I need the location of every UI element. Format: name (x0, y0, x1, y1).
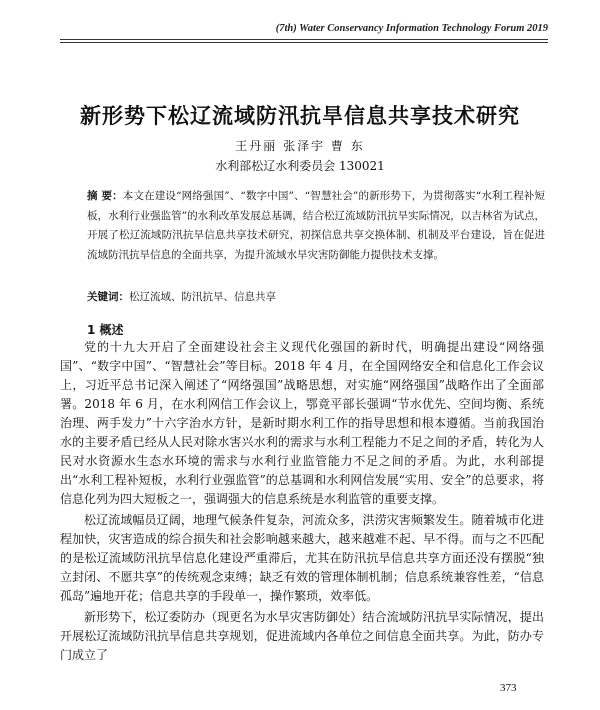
paper-affiliation: 水利部松辽水利委员会 130021 (215, 159, 385, 173)
keywords-text: 松辽流域、防汛抗旱、信息共享 (129, 291, 276, 303)
body-text (60, 338, 544, 667)
header-rule (60, 39, 548, 40)
body-paragraph: 党的十九大开启了全面建设社会主义现代化强国的新时代，明确提出建设“网络强国”、“数字中国”、“智慧社会”等目标。2018 年 4 月，在全国网络安全和信息化工作会议上，习近平总书记深入阐述了“网络强国”战略思想，对实施“网络强国”战略作出了全面部署。2018 年 6 月，在水利网信工作会议上，鄂竟平部长强调“节水优先、空间均衡、系统治理、两手发力”十六字治水方针，是新时期水利工作的指导思想和根本遵循。当前我国治水的主要矛盾已经从人民对除水害兴水利的需求与水利工程能力不足之间的矛盾，转化为人民对水资源水生态水环境的需求与水利行业监管能力不足之间的矛盾。为此，水利部提出“水利工程补短板，水利行业强监管”的总基调和水利网信发展“实用、安全”的总要求，将信息化列为四大短板之一，强调强大的信息系统是水利监管的重要支撑。 (60, 340, 544, 506)
paper-title: 新形势下松辽流域防汛抗旱信息共享技术研究 (80, 103, 520, 128)
abstract-text: 本文在建设“网络强国”、“数字中国”、“智慧社会”的新形势下，为贯彻落实“水利工程补短板，水利行业强监管”的水利改革发展总基调，结合松辽流域防汛抗旱实际情况，以吉林省为试点，开展了松辽流域防汛抗旱信息共享技术研究，初探信息共享交换体制、机制及平台建设，旨在促进流域防汛抗旱信息的全面共享，为提升流域水旱灾害防御能力提供技术支撑。 (87, 190, 546, 261)
page-number: 373 (500, 682, 517, 694)
section-heading: 1 概述 (87, 323, 124, 337)
body-paragraph: 新形势下，松辽委防办（现更名为水旱灾害防御处）结合流域防汛抗旱实际情况，提出开展松辽流域防汛抗旱信息共享规划，促进流域内各单位之间信息全面共享。为此，防办专门成立了 (60, 610, 544, 662)
abstract (87, 187, 545, 265)
paper-authors: 王丹丽 张泽宇 曹 东 (235, 139, 365, 153)
keywords (87, 288, 545, 306)
running-header (60, 20, 548, 46)
keywords-label: 关键词： (87, 291, 129, 303)
header-rule-double (60, 42, 548, 43)
conference-name: (7th) Water Conservancy Information Technology Forum 2019 (270, 23, 548, 34)
body-paragraph: 松辽流域幅员辽阔，地理气候条件复杂，河流众多，洪涝灾害频繁发生。随着城市化进程加快，灾害造成的综合损失和社会影响越来越大，越来越难不起、早不得。而与之不匹配的是松辽流域防汛抗旱信息化建设严重滞后，尤其在防汛抗旱信息共享方面还没有摆脱“独立封闭、不愿共享”的传统观念束缚；缺乏有效的管理体制机制；信息系统兼容性差，“信息孤岛”遍地开花；信息共享的手段单一，操作繁琐，效率低。 (60, 513, 544, 603)
abstract-label: 摘 要： (87, 190, 123, 202)
